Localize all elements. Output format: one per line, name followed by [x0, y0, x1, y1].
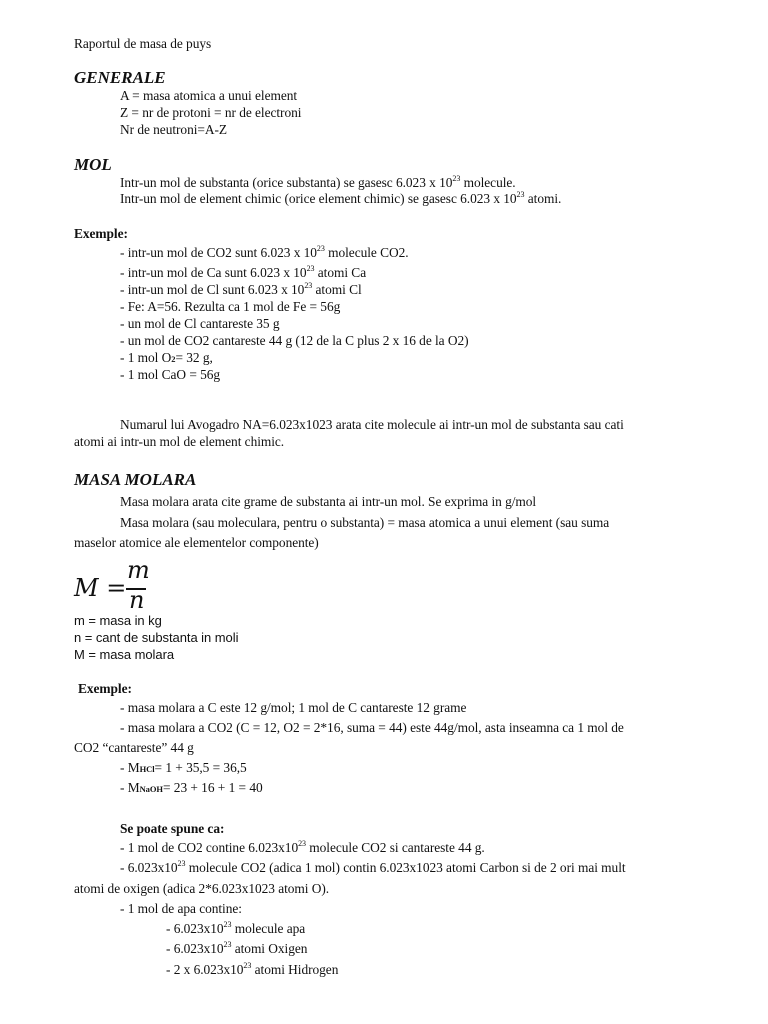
se-poate-spune-label: Se poate spune ca:	[120, 821, 225, 836]
statement-1: - 1 mol de CO2 contine $6.023x10^{23}$ molecule CO2 si cantareste 44 g.	[120, 838, 485, 855]
avogadro-line-1: Numarul lui Avogadro NA=6.023x1023 arata cite molecule ai intr-un mol de substanta sau cati	[120, 417, 624, 432]
statement-3-item-1: - $6.023x10^{23}$ molecule apa	[166, 919, 306, 936]
mol-line-1: Intr-un mol de substanta (orice substanta) se gasesc 6.023 x $10^{23}$ molecule.	[120, 173, 516, 190]
heading-masa-molara: MASA MOLARA	[74, 470, 197, 489]
heading-mol: MOL	[74, 155, 112, 174]
mol-line-2: Intr-un mol de element chimic (orice element chimic) se gasesc 6.023 x $10^{23}$ atomi.	[120, 189, 562, 206]
mol-example-5: - un mol de Cl cantareste 35 g	[120, 316, 280, 331]
formula-def-M: M = masa molara	[74, 647, 175, 662]
statement-3-item-2: - $6.023x10^{23}$ atomi Oxigen	[166, 939, 308, 956]
masa-molara-example-2-line-2: CO2 “cantareste” 44 g	[74, 740, 194, 755]
mol-example-1: - intr-un mol de CO2 sunt 6.023 x $10^{23}$ molecule CO2.	[120, 243, 409, 260]
mol-example-7: - 1 mol O2= 32 g,	[120, 350, 213, 365]
heading-generale: GENERALE	[74, 68, 166, 87]
avogadro-line-2: atomi ai intr-un mol de element chimic.	[74, 434, 285, 449]
generale-line-3: Nr de neutroni=A-Z	[120, 122, 228, 137]
formula-def-m: m = masa in kg	[74, 613, 162, 628]
formula-lhs: M =	[74, 574, 127, 602]
masa-molara-p1: Masa molara arata cite grame de substanta ai intr-un mol. Se exprima in g/mol	[120, 494, 537, 509]
document-title: Raportul de masa de puys	[74, 36, 212, 51]
mol-example-6: - un mol de CO2 cantareste 44 g (12 de la C plus 2 x 16 de la O2)	[120, 333, 469, 348]
statement-2-line-2: atomi de oxigen (adica 2*6.023x1023 atomi O).	[74, 881, 330, 896]
masa-molara-p2-line-1: Masa molara (sau moleculara, pentru o substanta) = masa atomica a unui element (sau suma	[120, 515, 610, 530]
generale-line-2: Z = nr de protoni = nr de electroni	[120, 105, 302, 120]
masa-molara-p2-line-2: maselor atomice ale elementelor componente)	[74, 535, 319, 550]
mol-example-2: - intr-un mol de Ca sunt 6.023 x $10^{23}$ atomi Ca	[120, 263, 367, 280]
mol-example-3: - intr-un mol de Cl sunt 6.023 x $10^{23}$ atomi Cl	[120, 280, 362, 297]
masa-molara-example-naoh: - MNaOH= 23 + 16 + 1 = 40	[120, 780, 263, 795]
masa-molara-example-1: - masa molara a C este 12 g/mol; 1 mol de C cantareste 12 grame	[120, 700, 467, 715]
masa-molara-example-hcl: - MHCl= 1 + 35,5 = 36,5	[120, 760, 247, 775]
masa-molara-examples-label: Exemple:	[78, 681, 132, 696]
formula-def-n: n = cant de substanta in moli	[74, 630, 239, 645]
mol-example-4: - Fe: A=56. Rezulta ca 1 mol de Fe = 56g	[120, 299, 341, 314]
statement-3-item-3: - 2 x $6.023x10^{23}$ atomi Hidrogen	[166, 960, 339, 977]
formula-numerator: m	[127, 556, 150, 584]
mol-examples-label: Exemple:	[74, 226, 128, 241]
molar-mass-formula	[74, 556, 164, 614]
statement-3: - 1 mol de apa contine:	[120, 901, 242, 916]
formula-denominator: n	[129, 586, 145, 614]
masa-molara-example-2-line-1: - masa molara a CO2 (C = 12, O2 = 2*16, suma = 44) este 44g/mol, asta inseamna ca 1 mol de	[120, 720, 624, 735]
generale-line-1: A = masa atomica a unui element	[120, 88, 298, 103]
mol-example-8: - 1 mol CaO = 56g	[120, 367, 221, 382]
statement-2-line-1: - $6.023x10^{23}$ molecule CO2 (adica 1 mol) contin 6.023x1023 atomi Carbon si de 2 ori mai mult	[120, 858, 626, 875]
